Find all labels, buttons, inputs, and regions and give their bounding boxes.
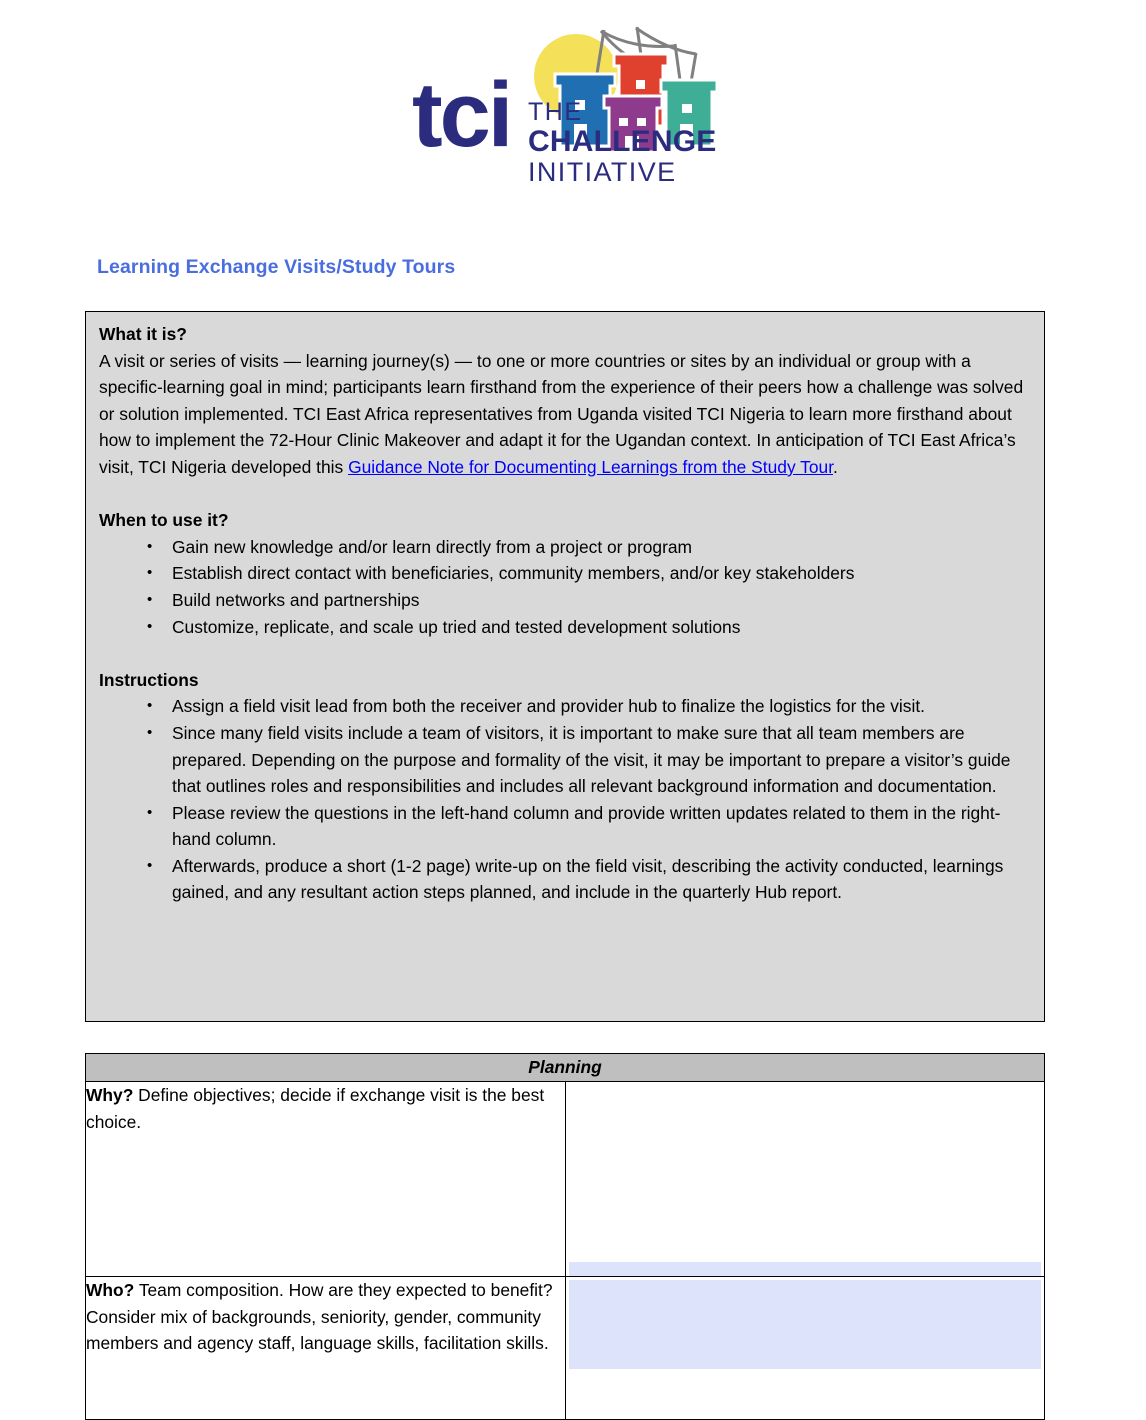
instructions-heading: Instructions [99, 669, 199, 690]
spacer [99, 481, 1030, 508]
list-item-label: Please review the questions in the left-hand column and provide written updates related to them in the right-hand column. [172, 802, 1001, 850]
tci-challenge-initiative-logo [408, 18, 738, 208]
text-selection-highlight [569, 1280, 1042, 1369]
question-label-who: Who? [86, 1280, 135, 1300]
question-cell-who [86, 1277, 566, 1420]
text-selection-highlight [569, 1262, 1042, 1276]
what-it-is-text-tail: . [833, 456, 838, 477]
what-it-is-text: A visit or series of visits — learning journey(s) — to one or more countries or sites by an individual or group with a specific-learning goal in mind; participants learn firsthand from the experience of their peers how a challenge was solved or solution implemented. TCI East Africa representatives from Uganda visited TCI Nigeria to learn more firsthand about how to implement the 72-Hour Clinic Makeover and adapt it for the Ugandan context. In anticipation of TCI East Africa’s visit, TCI Nigeria developed this [99, 350, 1024, 477]
bullet-icon: • [147, 723, 153, 741]
planning-section-header: Planning [86, 1054, 1045, 1082]
list-item [99, 614, 1030, 641]
bullet-icon: • [147, 537, 153, 555]
question-label-why: Why? [86, 1085, 134, 1105]
bullet-icon: • [147, 803, 153, 821]
question-cell-why [86, 1082, 566, 1277]
list-item-label: Build networks and partnerships [172, 589, 420, 610]
svg-text:CHALLENGE: CHALLENGE [528, 125, 717, 158]
list-item [99, 587, 1030, 614]
planning-table [85, 1053, 1045, 1420]
bullet-icon: • [147, 590, 153, 608]
list-item-label: Customize, replicate, and scale up tried and tested development solutions [172, 616, 741, 637]
table-row [86, 1082, 1045, 1277]
info-box [85, 311, 1045, 1022]
svg-text:INITIATIVE: INITIATIVE [528, 157, 677, 187]
list-item-label: Gain new knowledge and/or learn directly from a project or program [172, 536, 693, 557]
answer-cell-why[interactable] [565, 1082, 1045, 1277]
list-item [99, 800, 1030, 853]
bullet-icon: • [147, 697, 153, 715]
spacer [99, 640, 1030, 667]
when-to-use-list [99, 534, 1030, 640]
logo-artwork [408, 18, 738, 208]
question-text-who: Team composition. How are they expected to benefit? Consider mix of backgrounds, seniority, gender, community members and agency staff, language skills, facilitation skills. [86, 1280, 553, 1354]
svg-text:tci: tci [412, 64, 511, 166]
question-text-why: Define objectives; decide if exchange visit is the best choice. [86, 1085, 545, 1132]
list-item [99, 720, 1030, 800]
tci-wordmark [412, 64, 510, 166]
what-it-is-heading: What it is? [99, 324, 187, 344]
table-row [86, 1277, 1045, 1420]
list-item-label: Afterwards, produce a short (1-2 page) write-up on the field visit, describing the activity conducted, learnings gained, and any resultant action steps planned, and include in the quarterly Hub report. [172, 855, 1004, 903]
bullet-icon: • [147, 564, 153, 582]
list-item [99, 534, 1030, 561]
page-title: Learning Exchange Visits/Study Tours [97, 256, 456, 278]
svg-text:THE: THE [528, 98, 583, 126]
logo-header [0, 18, 1146, 208]
table-header-row [86, 1054, 1045, 1082]
guidance-note-link[interactable]: Guidance Note for Documenting Learnings from the Study Tour [348, 456, 834, 477]
list-item-label: Establish direct contact with beneficiaries, community members, and/or key stakeholders [172, 563, 855, 584]
list-item [99, 853, 1030, 906]
when-to-use-heading: When to use it? [99, 510, 229, 531]
list-item [99, 693, 1030, 720]
list-item-label: Since many field visits include a team of visitors, it is important to make sure that all team members are prepared. Depending on the purpose and formality of the visit, it may be important to prepare a visitor’s guide that outlines roles and responsibilities and includes all relevant background information and documentation. [172, 722, 1011, 797]
what-it-is-paragraph [99, 348, 1030, 481]
list-item [99, 560, 1030, 587]
list-item-label: Assign a field visit lead from both the receiver and provider hub to finalize the logistics for the visit. [172, 696, 926, 717]
bullet-icon: • [147, 856, 153, 874]
bullet-icon: • [147, 617, 153, 635]
answer-cell-who[interactable] [565, 1277, 1045, 1420]
instructions-list [99, 693, 1030, 906]
